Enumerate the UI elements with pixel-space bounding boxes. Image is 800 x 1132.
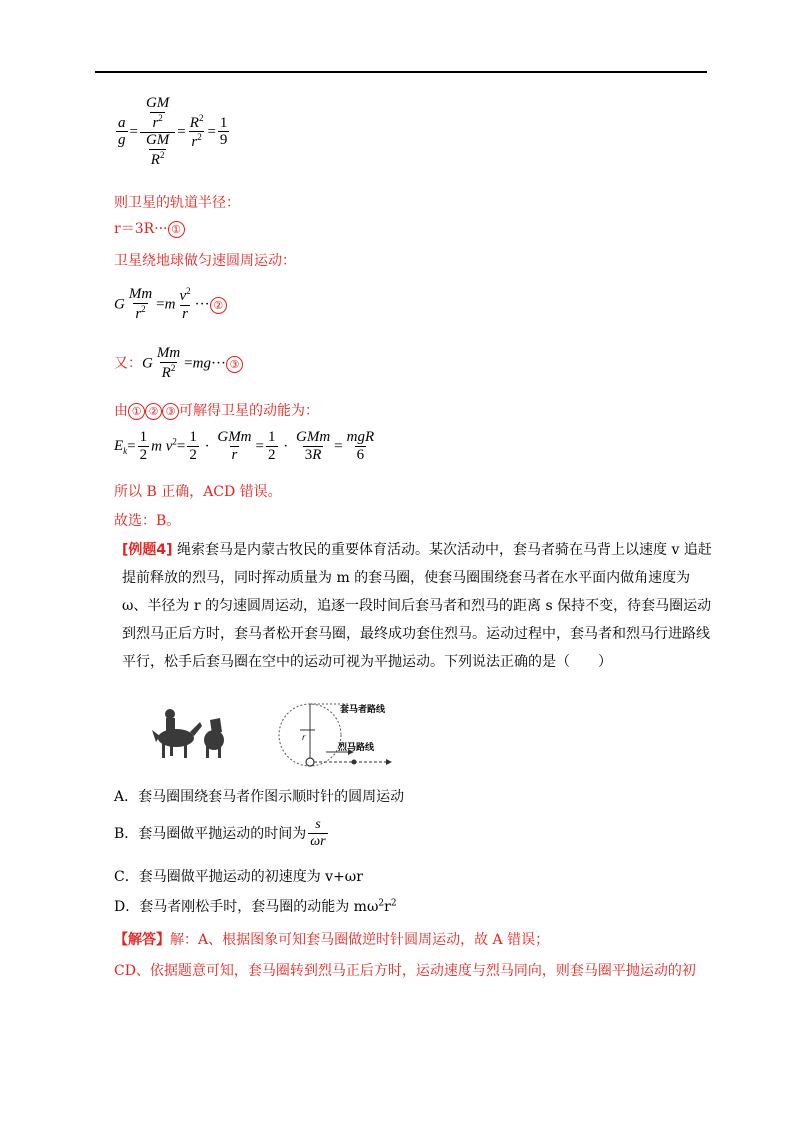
example-tag: [例题4]	[122, 542, 173, 558]
option-c: C．套马圈做平抛运动的初速度为 v+ωr	[114, 869, 363, 885]
wild-horse-image	[204, 718, 224, 758]
equation-gravity-centripetal: G $\frac{Mm}{r^2}$ =m $\frac{v^2}{r}$ ··· ②	[114, 287, 227, 323]
text-uniform-circular: 卫星绕地球做匀速圆周运动：	[114, 253, 296, 269]
text-kinetic-energy-intro: 由 ① ② ③ 可解得卫星的动能为：	[114, 403, 319, 419]
rider-path-label: 套马者路线	[340, 705, 386, 715]
rider-horse-image	[152, 709, 202, 758]
answer-tag: 【解答】	[114, 932, 170, 948]
option-d: D．套马者刚松手时，套马圈的动能为 $m\omega^2r^2$	[114, 898, 397, 915]
equation-acceleration-ratio: $\frac{a}{g}$ = $\frac{\frac{GM}{r^2}}{\frac{GM}{R^2}}$ = $\frac{R^2}{r^2}$ = $\frac{1}{9}$	[118, 95, 228, 168]
option-a: A．套马圈围绕套马者作图示顺时针的圆周运动	[114, 789, 405, 805]
horse-path-label: 烈马路线	[338, 743, 375, 753]
circle-marker-3: ③	[226, 356, 243, 373]
radius-label: r	[302, 733, 306, 742]
example-body: 绳索套马是内蒙古牧民的重要体育活动。某次活动中，套马者骑在马背上以速度 v 追赶提前释放的烈马，同时挥动质量为 m 的套马圈，使套马圈围绕套马者在水平面内做角速度为 ω、半径为 r 的匀速圆周运动，追逐一段时间后套马者和烈马的距离 s 保持不变，待套马圈运动到烈马正后方时，套马者松开套马圈，最终成功套住烈马。运动过程中，套马者和烈马行进路线平行，松手后套马圈在空中的运动可视为平抛运动。下列说法正确的是（ ）	[122, 542, 712, 670]
answer-line-1: 【解答】解：A、根据图象可知套马圈做逆时针圆周运动，故 A 错误；	[114, 932, 550, 948]
text-choice: 故选：B。	[114, 513, 181, 529]
circle-marker-2: ②	[210, 297, 227, 314]
equation-kinetic-energy: $E_k=$ $\frac{1}{2}$ m $v^2=$ $\frac{1}{2}$ · $\frac{\text{GMm}}{r}$ = $\frac{1}{2}$ · $\frac{\text{GMm}}{3R}$ = $\frac{\text{mgR}}{6}$	[114, 429, 375, 463]
header-rule	[95, 71, 707, 73]
lasso-figure	[140, 700, 440, 772]
answer-line-2: CD、依据题意可知，套马圈转到烈马正后方时，运动速度与烈马同向，则套马圈平抛运动的初	[114, 963, 696, 979]
example-4-paragraph	[122, 536, 712, 676]
circle-marker-1: ①	[168, 221, 185, 238]
equation-r-3R: r＝3R··· ①	[114, 218, 185, 238]
text-conclusion: 所以 B 正确，ACD 错误。	[114, 484, 282, 500]
option-b: B．套马圈做平抛运动的时间为 $\frac{s}{\omega r}$	[114, 817, 326, 849]
equation-surface-gravity: 又：G $\frac{Mm}{R^2}$ =mg··· ③	[114, 346, 243, 382]
text-orbit-radius: 则卫星的轨道半径：	[114, 195, 240, 211]
